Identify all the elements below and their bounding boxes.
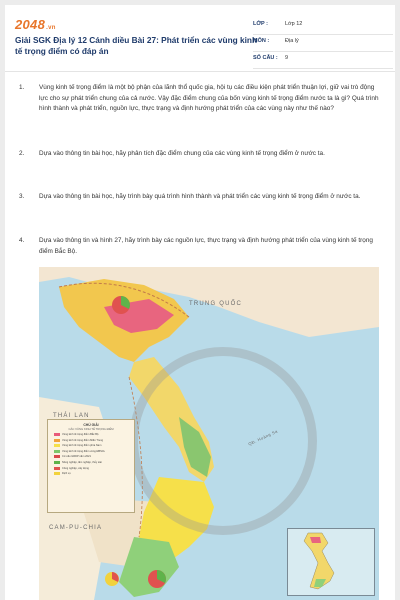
legend-swatch [54,455,60,458]
question-text: Dựa vào thông tin bài học, hãy trình bày quá trình hình thành và phát triển các vùng kinh tế trọng điểm ở nước ta. [39,193,361,200]
question-number: 3. [19,193,25,200]
question-item [19,236,379,257]
legend-title: CHÚ GIẢI [83,423,99,427]
legend-swatch [54,461,60,464]
legend-label: Vùng kinh tế trọng điểm phía Nam [62,444,102,448]
legend-item [48,472,134,478]
question-text: Dựa vào thông tin và hình 27, hãy trình bày các nguồn lực, thực trạng và định hướng phát triển của vùng kinh tế trọng điểm Bắc Bộ. [39,237,373,255]
logo-text: 2048 [15,17,46,32]
question-text: Vùng kinh tế trọng điểm là một bộ phận của lãnh thổ quốc gia, hội tụ các điều kiện phát triển thuận lợi, giữ vai trò động lực cho sự phát triển chung của cả nước. Vậy đặc điểm chung của bốn vùng kinh tế trọng điểm nước ta là gì? Quá trình hình thành và phát triển, nguồn lực, thực trạng và định hướng phát triển của các vùng này như thế nào? [39,84,379,113]
question-item [19,149,379,160]
question-item [19,192,379,203]
question-number: 2. [19,150,25,157]
site-logo[interactable] [15,17,56,32]
legend-subtitle: CÁC VÙNG KINH TẾ TRỌNG ĐIỂM [68,427,114,431]
page-title: Giải SGK Địa lý 12 Cánh diều Bài 27: Phát triển các vùng kinh tế trọng điểm có đáp án [15,35,258,56]
meta-label: LỚP : [253,21,268,27]
question-item [19,83,379,115]
logo-suffix: .vn [46,25,56,31]
meta-value: 9 [285,55,289,61]
legend-label: Vùng kinh tế trọng điểm Miền Trung [62,438,104,442]
page-header [5,5,395,72]
legend-swatch [54,467,60,470]
map-label-china: TRUNG QUỐC [189,301,242,307]
inset-map-graphic [288,529,374,595]
legend-label: Cơ cấu GRDP năm 2021 [62,455,91,459]
legend-swatch [54,450,60,453]
legend-swatch [54,433,60,436]
question-number: 1. [19,84,25,91]
meta-value: Địa lý [285,38,299,44]
meta-row-subject [253,35,393,52]
map-label-cambodia: CAM-PU-CHIA [49,525,103,531]
map-label-sea: QĐ. Hoàng Sa [247,428,279,447]
question-number: 4. [19,237,25,244]
inset-map [287,528,375,596]
map-legend [47,419,135,513]
watermark-logo [129,347,317,535]
meta-row-grade [253,18,393,35]
legend-label: Công nghiệp, xây dựng [62,466,89,470]
legend-label: Nông nghiệp, lâm nghiệp, thủy sản [62,461,103,465]
meta-label: MÔN : [253,38,270,44]
legend-swatch [54,439,60,442]
question-text: Dựa vào thông tin bài học, hãy phân tích đặc điểm chung của các vùng kinh tế trọng điểm ở nước ta. [39,150,325,157]
document-page [5,5,395,600]
vietnam-economic-map [39,267,379,600]
meta-table [253,18,393,69]
legend-label: Vùng kinh tế trọng điểm Bắc Bộ [62,433,99,437]
legend-label: Dịch vụ [62,472,71,476]
legend-swatch [54,472,60,475]
meta-row-count [253,52,393,69]
meta-value: Lớp 12 [285,21,303,27]
meta-label: SỐ CÂU : [253,55,278,61]
legend-label: Vùng kinh tế trọng điểm vùng ĐBSCL [62,449,106,453]
legend-swatch [54,444,60,447]
map-label-thailand: THÁI LAN [53,413,90,419]
